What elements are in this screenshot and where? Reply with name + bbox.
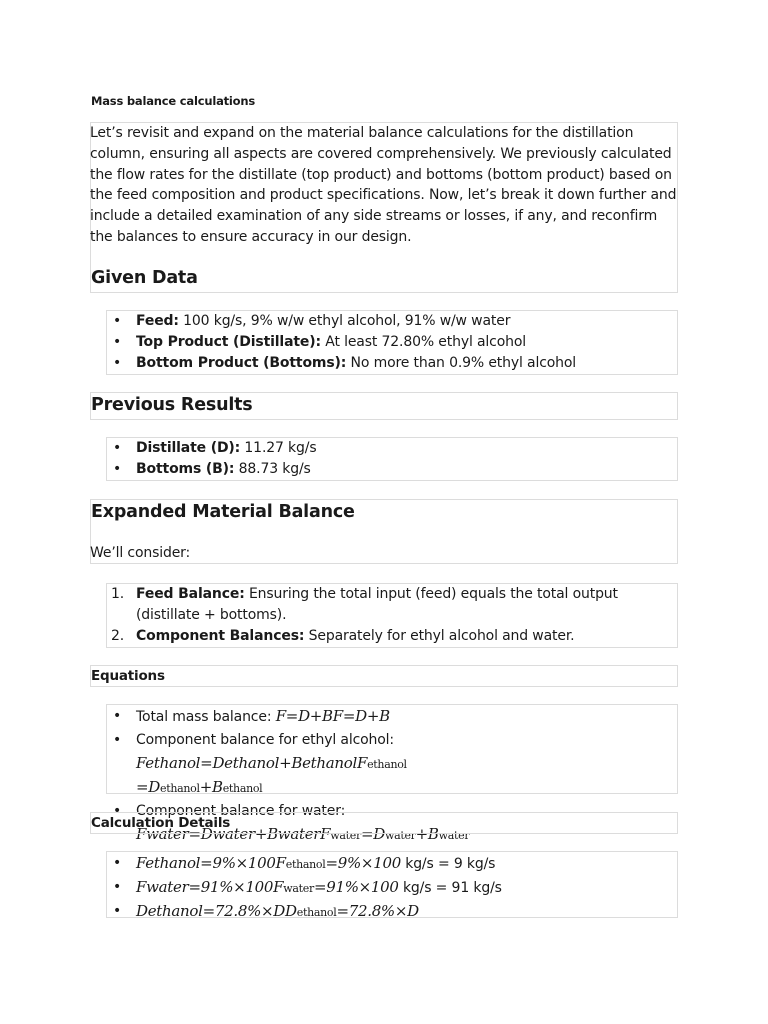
item-label: Feed Balance: bbox=[136, 586, 245, 602]
expanded-balance-list bbox=[106, 584, 656, 647]
calculation-details-heading: Calculation Details bbox=[91, 815, 231, 831]
item-text: kg/s = 91 kg/s bbox=[398, 880, 502, 896]
item-label: Distillate (D): bbox=[136, 440, 241, 456]
equation bbox=[136, 878, 399, 896]
equation-subscript: ethanol bbox=[367, 758, 407, 771]
list-item bbox=[106, 705, 666, 729]
equation-part: =91%×100 bbox=[313, 878, 399, 896]
item-label: Bottom Product (Bottoms): bbox=[136, 355, 347, 371]
bullet-icon: • bbox=[113, 903, 122, 919]
item-text: Component balance for ethyl alcohol: bbox=[136, 732, 394, 748]
equation-subscript: ethanol bbox=[160, 782, 200, 795]
expanded-balance-lead: We’ll consider: bbox=[90, 545, 191, 561]
list-item bbox=[106, 900, 502, 924]
bullet-icon: • bbox=[113, 440, 122, 456]
bullet-icon: • bbox=[113, 355, 122, 371]
list-item bbox=[106, 852, 502, 876]
equation-subscript: water bbox=[438, 829, 470, 842]
equation-subscript: ethanol bbox=[296, 906, 337, 919]
equation-part: +B bbox=[199, 778, 223, 796]
equation-part: Fethanol=Dethanol+BethanolF bbox=[136, 754, 368, 772]
list-item bbox=[106, 332, 576, 353]
item-text: kg/s = 9 kg/s bbox=[400, 856, 496, 872]
list-item bbox=[106, 459, 316, 480]
bullet-icon: • bbox=[113, 732, 122, 748]
item-text: 100 kg/s, 9% w/w ethyl alcohol, 91% w/w water bbox=[178, 313, 511, 329]
bullet-icon: • bbox=[113, 708, 122, 724]
equation-part: Fwater=Dwater+BwaterF bbox=[136, 825, 331, 843]
expanded-balance-heading: Expanded Material Balance bbox=[91, 502, 355, 522]
item-text: Total mass balance: bbox=[136, 709, 276, 725]
equations-heading: Equations bbox=[91, 668, 165, 684]
item-text: At least 72.80% ethyl alcohol bbox=[320, 334, 526, 350]
equation bbox=[136, 902, 419, 920]
equation-subscript: water bbox=[384, 829, 416, 842]
bullet-icon: • bbox=[113, 334, 122, 350]
item-number: 1. bbox=[111, 586, 125, 602]
equation-part: Fwater=91%×100F bbox=[136, 878, 284, 896]
equation-subscript: ethanol bbox=[285, 858, 326, 871]
item-text: Ensuring the total input (feed) equals the total output (distillate + bottoms). bbox=[136, 586, 618, 623]
bullet-icon: • bbox=[113, 461, 122, 477]
equation bbox=[136, 854, 401, 872]
list-item bbox=[106, 626, 656, 647]
equation-part: =9%×100 bbox=[325, 854, 401, 872]
item-text: Separately for ethyl alcohol and water. bbox=[304, 628, 575, 644]
list-item bbox=[106, 876, 502, 900]
equation-part: Fethanol=9%×100F bbox=[136, 854, 286, 872]
equation bbox=[136, 754, 407, 796]
document-title: Mass balance calculations bbox=[91, 94, 255, 108]
equation-subscript: ethanol bbox=[222, 782, 263, 795]
item-text: No more than 0.9% ethyl alcohol bbox=[346, 355, 577, 371]
calculation-details-list bbox=[106, 852, 502, 924]
equation-part: +B bbox=[415, 825, 439, 843]
list-item bbox=[106, 729, 666, 800]
bullet-icon: • bbox=[113, 879, 122, 895]
list-item bbox=[106, 311, 576, 332]
item-label: Bottoms (B): bbox=[136, 461, 235, 477]
item-text: Component balance for water: bbox=[136, 803, 346, 819]
bullet-icon: • bbox=[113, 803, 122, 819]
intro-paragraph: Let’s revisit and expand on the material balance calculations for the distillation column, ensuring all aspects are covered comprehensively. We previously calculated the flow rates for the distillate (top product) and bottoms (bottom product) based on the feed composition and product specifications. Now, let’s break it down further and include a detailed examination of any side streams or losses, if any, and reconfirm the balances to ensure accuracy in our design. bbox=[90, 125, 677, 245]
equation: F=D+BF=D+B bbox=[275, 707, 390, 725]
item-number: 2. bbox=[111, 628, 125, 644]
equations-heading-border bbox=[90, 665, 678, 687]
item-text: 11.27 kg/s bbox=[240, 440, 317, 456]
list-item bbox=[106, 438, 316, 459]
equation-part: =72.8%×D bbox=[336, 902, 419, 920]
item-label: Component Balances: bbox=[136, 628, 305, 644]
bullet-icon: • bbox=[113, 855, 122, 871]
previous-results-heading: Previous Results bbox=[91, 395, 253, 415]
equation-part: =D bbox=[360, 825, 385, 843]
equation-subscript: water bbox=[330, 829, 361, 842]
equation-part: =D bbox=[136, 778, 160, 796]
given-data-list bbox=[106, 311, 576, 374]
bullet-icon: • bbox=[113, 313, 122, 329]
item-label: Top Product (Distillate): bbox=[136, 334, 321, 350]
list-item bbox=[106, 584, 656, 626]
equation-subscript: water bbox=[283, 882, 314, 895]
list-item bbox=[106, 353, 576, 374]
previous-results-list bbox=[106, 438, 316, 480]
item-text: 88.73 kg/s bbox=[234, 461, 311, 477]
given-data-heading: Given Data bbox=[91, 268, 198, 288]
equation-part: Dethanol=72.8%×DD bbox=[136, 902, 297, 920]
item-label: Feed: bbox=[136, 313, 179, 329]
